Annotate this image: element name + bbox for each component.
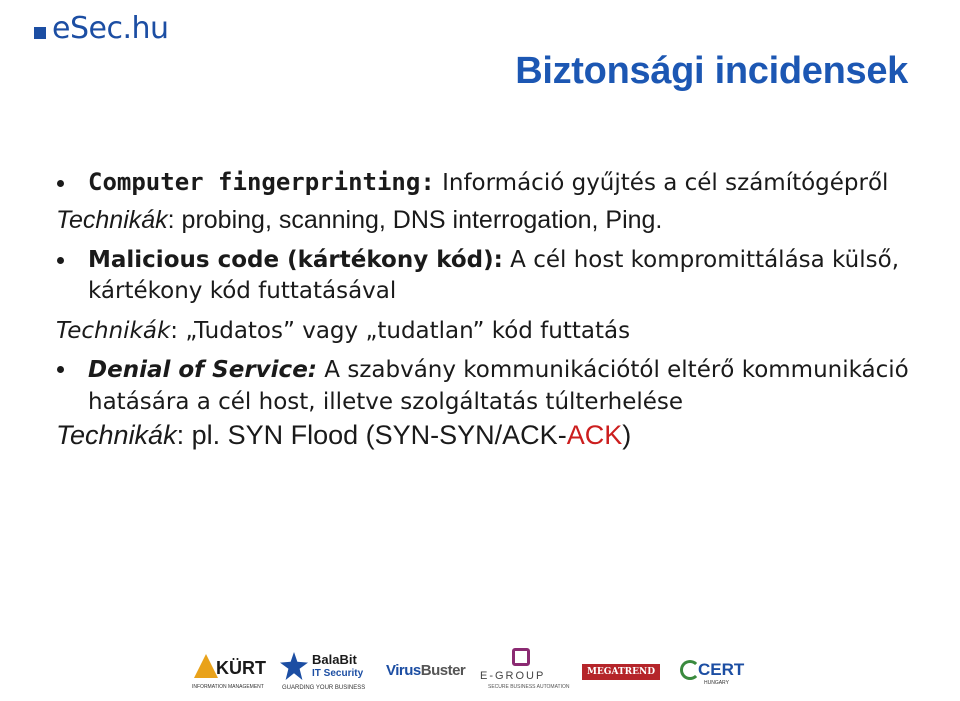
balabit-name: BalaBit — [312, 652, 357, 667]
bullet-term: Malicious code (kártékony kód): — [88, 247, 503, 273]
egroup-name: E-GROUP — [480, 670, 546, 682]
cert-logo — [678, 648, 758, 696]
slide-title: Biztonsági incidensek — [515, 50, 908, 92]
cert-name: CERT — [698, 660, 745, 679]
techniques-text: : pl. SYN Flood (SYN-SYN/ACK- — [176, 420, 567, 450]
egroup-e-icon — [512, 648, 530, 666]
balabit-logo — [278, 648, 378, 696]
techniques-label: Technikák — [56, 420, 177, 450]
bullet-term: Denial of Service: — [88, 357, 317, 383]
esec-logo — [16, 8, 236, 48]
techniques-text: : „Tudatos” vagy „tudatlan” kód futtatás — [170, 318, 631, 344]
logo-wordmark: eSec.hu — [52, 11, 169, 46]
techniques-label: Technikák — [56, 206, 168, 234]
bullet-term: Computer fingerprinting: — [88, 168, 435, 196]
virusbuster-logo — [386, 648, 470, 696]
techniques-line — [56, 317, 936, 346]
bullet-description: A cél host kompromittálása külső, kártékony kód futtatásával — [88, 247, 899, 304]
techniques-line — [56, 206, 936, 235]
bullet-description: A szabvány kommunikációtól eltérő kommunikáció hatására a cél host, illetve szolgáltatás túlterhelése — [88, 357, 909, 415]
virusbuster-name-b: Buster — [420, 662, 466, 679]
egroup-logo — [478, 648, 570, 696]
megatrend-name: MEGATREND — [582, 664, 660, 680]
slide-content — [56, 168, 936, 451]
bullet-description: Információ gyűjtés a cél számítógépről — [434, 170, 889, 196]
techniques-text-end: ) — [622, 420, 632, 450]
bullet-denial-of-service — [56, 354, 936, 418]
kurt-tagline: INFORMATION MANAGEMENT — [192, 684, 264, 690]
megatrend-logo — [582, 648, 662, 696]
bullet-computer-fingerprinting — [56, 168, 936, 198]
logo-square-icon — [34, 27, 46, 39]
egroup-tagline: SECURE BUSINESS AUTOMATION — [488, 684, 570, 690]
kurt-name: KÜRT — [216, 658, 266, 678]
techniques-label: Technikák — [56, 318, 171, 344]
balabit-tagline: GUARDING YOUR BUSINESS — [282, 685, 366, 691]
cert-tagline: HUNGARY — [704, 680, 729, 686]
kurt-triangle-icon — [194, 654, 218, 678]
ack-highlight: ACK — [566, 420, 623, 450]
virusbuster-name — [386, 662, 465, 679]
balabit-star-icon — [280, 652, 308, 680]
kurt-logo — [190, 648, 266, 696]
partner-logos — [190, 648, 770, 696]
techniques-text: : probing, scanning, DNS interrogation, Ping. — [167, 206, 663, 234]
bullet-malicious-code — [56, 245, 936, 307]
techniques-line — [56, 420, 936, 451]
cert-swirl-icon — [680, 660, 700, 680]
balabit-subname: IT Security — [312, 668, 364, 679]
virusbuster-name-a: Virus — [386, 662, 421, 679]
